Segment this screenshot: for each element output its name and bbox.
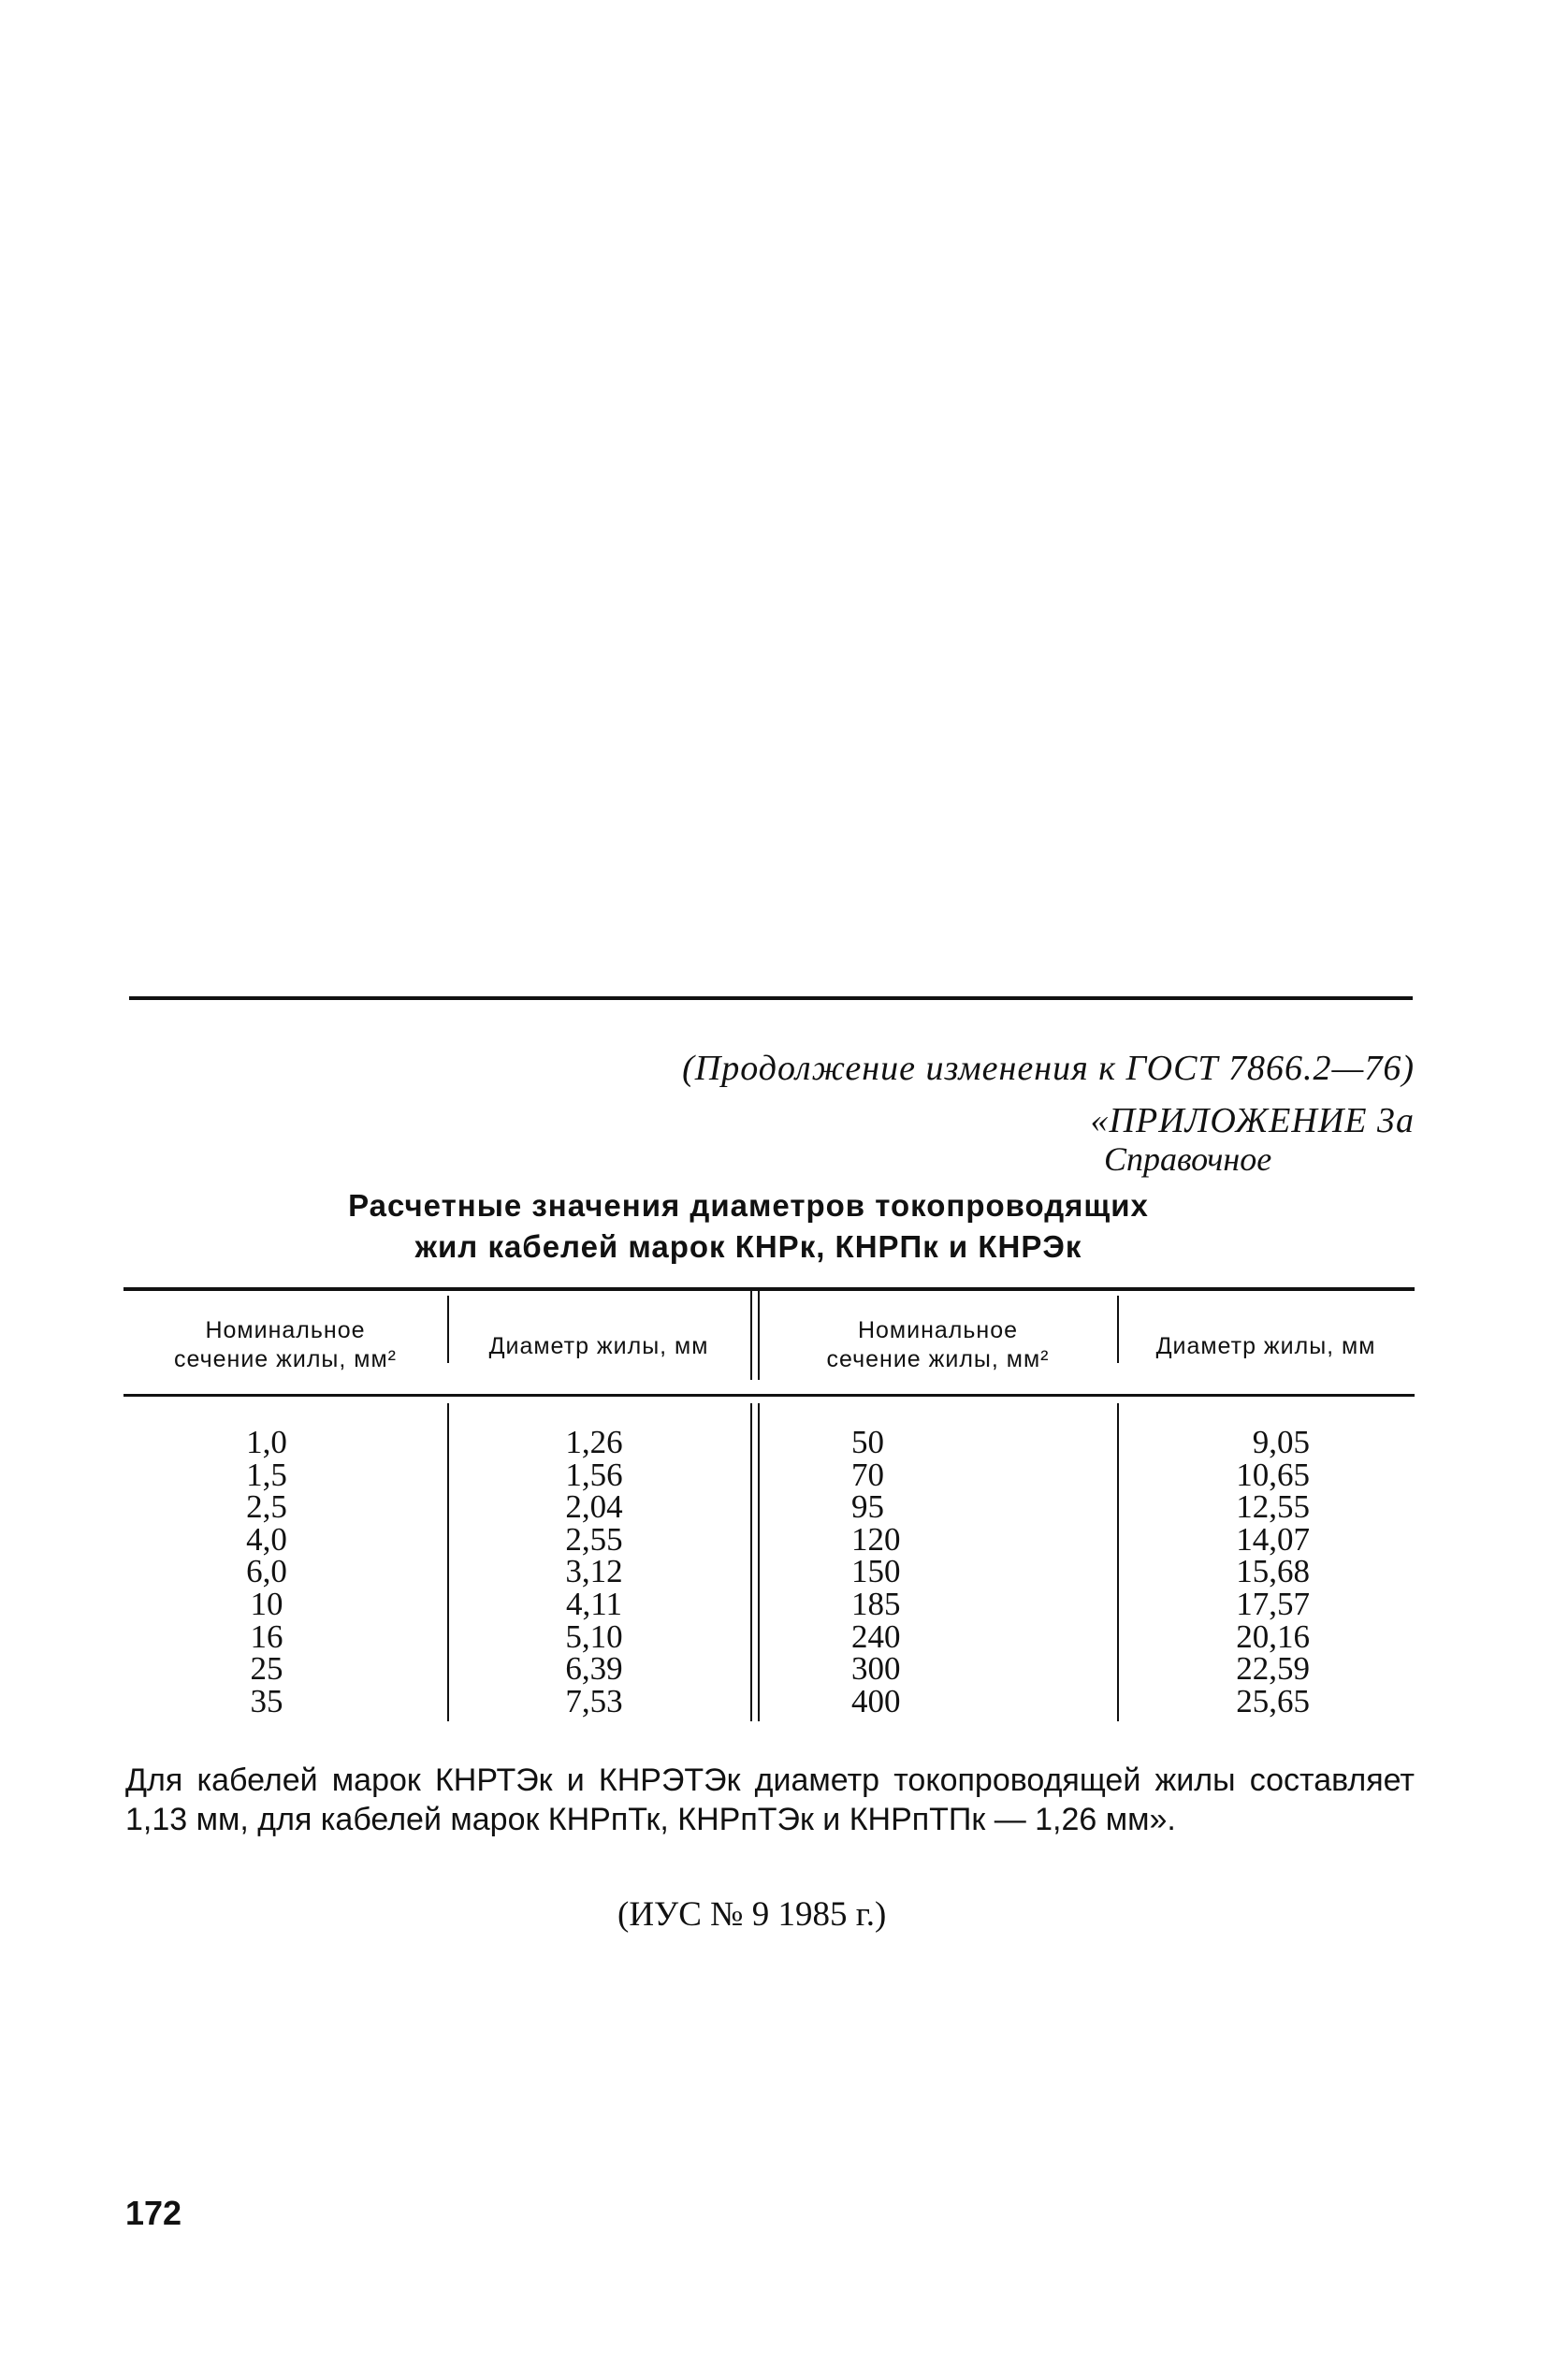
continuation-note: (Продолжение изменения к ГОСТ 7866.2—76) [682, 1049, 1415, 1088]
table-title-line2: жил кабелей марок КНРк, КНРПк и КНРЭк [414, 1229, 1082, 1264]
top-rule [129, 996, 1413, 1000]
table-header-rule [123, 1394, 1415, 1397]
col-separator-3-body [1117, 1403, 1119, 1721]
header-line: Диаметр жилы, мм [1155, 1333, 1376, 1359]
column-cross-section-2: 50 70 95 120 150 185 240 300 400 [851, 1424, 901, 1719]
table-title-line1: Расчетные значения диаметров токопроводящих [348, 1188, 1149, 1223]
col-separator-3-header [1117, 1296, 1119, 1363]
header-line: сечение жилы, мм² [826, 1346, 1050, 1372]
header-line: сечение жилы, мм² [174, 1346, 397, 1372]
source-reference: (ИУС № 9 1985 г.) [617, 1895, 887, 1934]
col-separator-2a-header [750, 1291, 752, 1380]
col-separator-1-body [447, 1403, 449, 1721]
col-separator-2b-header [758, 1291, 760, 1380]
header-line: Диаметр жилы, мм [488, 1333, 709, 1359]
appendix-label: «ПРИЛОЖЕНИЕ 3а [1090, 1101, 1415, 1140]
header-cross-section-2 [762, 1316, 1113, 1374]
header-line: Номинальное [857, 1317, 1019, 1343]
column-diameter-1: 1,26 1,56 2,04 2,55 3,12 4,11 5,10 6,39 7,53 [565, 1424, 623, 1719]
table-top-rule [123, 1287, 1415, 1291]
header-line: Номинальное [205, 1317, 366, 1343]
col-separator-2a-body [750, 1403, 752, 1721]
page-number: 172 [125, 2194, 182, 2232]
header-diameter-2 [1121, 1332, 1411, 1361]
column-diameter-2: 9,05 10,65 12,55 14,07 15,68 17,57 20,16 22,59 25,65 [1236, 1424, 1310, 1719]
col-separator-2b-body [758, 1403, 760, 1721]
column-cross-section-1: 1,0 1,5 2,5 4,0 6,0 10 16 25 35 [246, 1424, 287, 1719]
appendix-type: Справочное [1104, 1140, 1272, 1178]
header-diameter-1 [449, 1332, 748, 1361]
header-cross-section-1 [131, 1316, 440, 1374]
note-paragraph: Для кабелей марок КНРТЭк и КНРЭТЭк диаметр токопроводящей жилы составляет 1,13 мм, для кабелей марок КНРпТк, КНРпТЭк и КНРпТПк — 1,26 мм». [125, 1762, 1415, 1837]
